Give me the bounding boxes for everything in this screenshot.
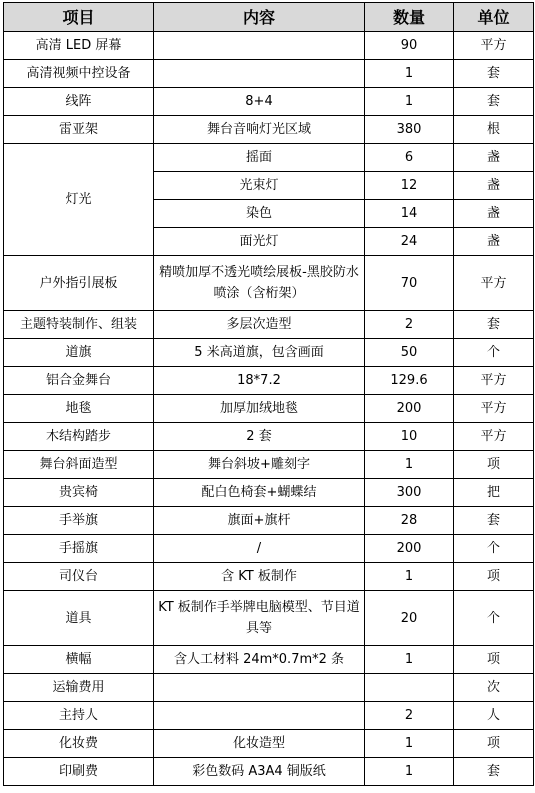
table-row <box>4 535 534 563</box>
unit-cell: 根 <box>454 116 534 144</box>
quantity-cell <box>365 674 454 702</box>
content-cell: 舞台音响灯光区域 <box>154 116 365 144</box>
item-cell: 地毯 <box>4 395 154 423</box>
content-cell: 化妆造型 <box>154 730 365 758</box>
quantity-cell: 1 <box>365 88 454 116</box>
quantity-cell: 200 <box>365 535 454 563</box>
unit-cell: 项 <box>454 730 534 758</box>
unit-cell: 项 <box>454 646 534 674</box>
header-content: 内容 <box>154 3 365 32</box>
quantity-cell: 380 <box>365 116 454 144</box>
quantity-cell: 1 <box>365 563 454 591</box>
item-cell: 木结构踏步 <box>4 423 154 451</box>
content-cell: 含 KT 板制作 <box>154 563 365 591</box>
quantity-cell: 90 <box>365 32 454 60</box>
table-row <box>4 702 534 730</box>
item-cell: 线阵 <box>4 88 154 116</box>
unit-cell: 盏 <box>454 228 534 256</box>
quantity-cell: 6 <box>365 144 454 172</box>
unit-cell: 套 <box>454 311 534 339</box>
header-unit: 单位 <box>454 3 534 32</box>
table-row <box>4 367 534 395</box>
table-row <box>4 256 534 311</box>
header-item: 项目 <box>4 3 154 32</box>
item-cell: 手举旗 <box>4 507 154 535</box>
quantity-cell: 2 <box>365 702 454 730</box>
quantity-cell: 20 <box>365 591 454 646</box>
content-cell: 旗面+旗杆 <box>154 507 365 535</box>
content-cell: 5 米高道旗，包含画面 <box>154 339 365 367</box>
quantity-cell: 129.6 <box>365 367 454 395</box>
content-cell: 加厚加绒地毯 <box>154 395 365 423</box>
content-cell: KT 板制作手举牌电脑模型、节目道具等 <box>154 591 365 646</box>
unit-cell: 盏 <box>454 172 534 200</box>
table-row <box>4 591 534 646</box>
unit-cell: 人 <box>454 702 534 730</box>
table-row <box>4 758 534 786</box>
table-row <box>4 674 534 702</box>
unit-cell: 次 <box>454 674 534 702</box>
unit-cell: 平方 <box>454 32 534 60</box>
content-cell: 精喷加厚不透光喷绘展板-黑胶防水喷涂（含桁架） <box>154 256 365 311</box>
item-cell: 灯光 <box>4 144 154 256</box>
quantity-cell: 24 <box>365 228 454 256</box>
unit-cell: 盏 <box>454 200 534 228</box>
content-cell: / <box>154 535 365 563</box>
item-cell: 高清 LED 屏幕 <box>4 32 154 60</box>
unit-cell: 盏 <box>454 144 534 172</box>
item-cell: 运输费用 <box>4 674 154 702</box>
table-row <box>4 730 534 758</box>
table-row <box>4 646 534 674</box>
item-cell: 户外指引展板 <box>4 256 154 311</box>
quantity-cell: 1 <box>365 60 454 88</box>
unit-cell: 平方 <box>454 367 534 395</box>
content-cell: 配白色椅套+蝴蝶结 <box>154 479 365 507</box>
item-cell: 主题特装制作、组装 <box>4 311 154 339</box>
table-row <box>4 32 534 60</box>
quantity-cell: 14 <box>365 200 454 228</box>
quantity-cell: 10 <box>365 423 454 451</box>
table-row <box>4 507 534 535</box>
content-cell <box>154 702 365 730</box>
quantity-cell: 12 <box>365 172 454 200</box>
unit-cell: 个 <box>454 535 534 563</box>
item-cell: 主持人 <box>4 702 154 730</box>
item-cell: 道具 <box>4 591 154 646</box>
quantity-cell: 50 <box>365 339 454 367</box>
item-cell: 司仪台 <box>4 563 154 591</box>
table-row <box>4 563 534 591</box>
item-cell: 化妆费 <box>4 730 154 758</box>
table-header-row <box>4 3 534 32</box>
quantity-cell: 1 <box>365 730 454 758</box>
table-row <box>4 116 534 144</box>
content-cell: 2 套 <box>154 423 365 451</box>
content-cell: 彩色数码 A3A4 铜版纸 <box>154 758 365 786</box>
item-cell: 雷亚架 <box>4 116 154 144</box>
content-cell: 18*7.2 <box>154 367 365 395</box>
quantity-cell: 2 <box>365 311 454 339</box>
quantity-cell: 1 <box>365 758 454 786</box>
unit-cell: 平方 <box>454 395 534 423</box>
unit-cell: 平方 <box>454 256 534 311</box>
content-cell <box>154 674 365 702</box>
content-cell: 含人工材料 24m*0.7m*2 条 <box>154 646 365 674</box>
item-cell: 贵宾椅 <box>4 479 154 507</box>
unit-cell: 平方 <box>454 423 534 451</box>
unit-cell: 项 <box>454 451 534 479</box>
content-cell: 染色 <box>154 200 365 228</box>
quantity-cell: 300 <box>365 479 454 507</box>
unit-cell: 个 <box>454 591 534 646</box>
item-cell: 舞台斜面造型 <box>4 451 154 479</box>
table-row <box>4 451 534 479</box>
header-quantity: 数量 <box>365 3 454 32</box>
table-row <box>4 339 534 367</box>
unit-cell: 套 <box>454 60 534 88</box>
quantity-cell: 28 <box>365 507 454 535</box>
table-row <box>4 144 534 172</box>
table-row <box>4 479 534 507</box>
table-row <box>4 60 534 88</box>
content-cell: 8+4 <box>154 88 365 116</box>
item-cell: 印刷费 <box>4 758 154 786</box>
item-cell: 高清视频中控设备 <box>4 60 154 88</box>
unit-cell: 套 <box>454 758 534 786</box>
unit-cell: 套 <box>454 88 534 116</box>
content-cell <box>154 32 365 60</box>
table-row <box>4 423 534 451</box>
content-cell: 光束灯 <box>154 172 365 200</box>
table-row <box>4 395 534 423</box>
item-cell: 道旗 <box>4 339 154 367</box>
item-cell: 手摇旗 <box>4 535 154 563</box>
unit-cell: 套 <box>454 507 534 535</box>
table-row <box>4 88 534 116</box>
content-cell: 摇面 <box>154 144 365 172</box>
quantity-cell: 1 <box>365 451 454 479</box>
unit-cell: 个 <box>454 339 534 367</box>
quantity-cell: 200 <box>365 395 454 423</box>
quotation-table <box>3 2 534 786</box>
table-row <box>4 311 534 339</box>
content-cell: 面光灯 <box>154 228 365 256</box>
content-cell: 多层次造型 <box>154 311 365 339</box>
unit-cell: 项 <box>454 563 534 591</box>
content-cell <box>154 60 365 88</box>
content-cell: 舞台斜坡+雕刻字 <box>154 451 365 479</box>
item-cell: 横幅 <box>4 646 154 674</box>
unit-cell: 把 <box>454 479 534 507</box>
item-cell: 铝合金舞台 <box>4 367 154 395</box>
quantity-cell: 70 <box>365 256 454 311</box>
quantity-cell: 1 <box>365 646 454 674</box>
